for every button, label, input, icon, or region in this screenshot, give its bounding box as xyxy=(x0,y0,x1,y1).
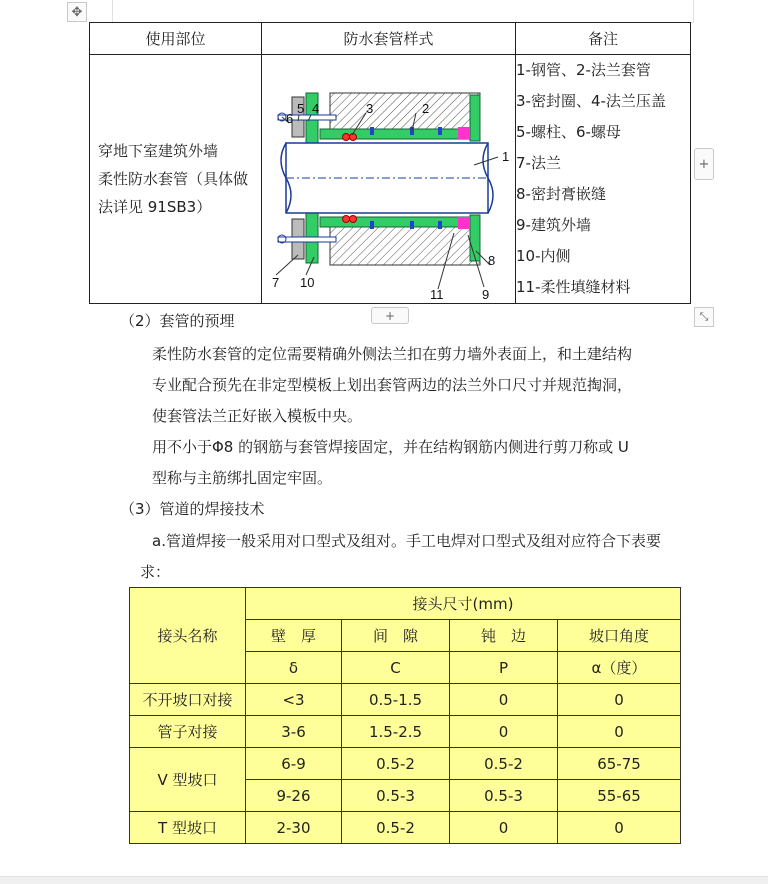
wall-bottom xyxy=(330,223,480,265)
add-row-button[interactable]: + xyxy=(371,307,409,324)
label-8: 8 xyxy=(488,253,496,268)
note-item: 9-建筑外墙 xyxy=(516,216,591,234)
cell: 0.5-3 xyxy=(450,780,558,812)
row-name: V 型坡口 xyxy=(130,748,246,812)
sub-header: 坡口角度 xyxy=(558,620,681,652)
symbol: α（度） xyxy=(558,652,681,684)
welding-table xyxy=(129,587,681,844)
cell: 9-26 xyxy=(246,780,342,812)
note-item: 10-内侧 xyxy=(516,247,571,265)
cell: 6-9 xyxy=(246,748,342,780)
cell: 0 xyxy=(450,716,558,748)
note-item: 1-钢管、2-法兰套管 xyxy=(516,61,651,79)
use-line: 法详见 91SB3） xyxy=(98,198,212,216)
table-row xyxy=(130,716,681,748)
label-7: 7 xyxy=(272,275,280,290)
label-10: 10 xyxy=(300,275,315,290)
cell: <3 xyxy=(246,684,342,716)
diagram-cell xyxy=(262,55,516,304)
note-item: 8-密封膏嵌缝 xyxy=(516,185,606,203)
paragraph-line: 专业配合预先在非定型模板上划出套管两边的法兰外口尺寸并规范掏洞， xyxy=(152,376,633,394)
note-item: 3-密封圈、4-法兰压盖 xyxy=(516,92,666,110)
use-cell xyxy=(90,55,262,304)
cell: 0 xyxy=(558,812,681,844)
bolt-bottom xyxy=(278,237,336,242)
sleeve-diagram xyxy=(262,55,515,303)
sub-header: 间 隙 xyxy=(342,620,450,652)
paragraph-line: 型称与主筋绑扎固定牢固。 xyxy=(152,469,333,487)
label-6: 6 xyxy=(286,111,294,126)
cell: 55-65 xyxy=(558,780,681,812)
table-resize-handle[interactable] xyxy=(694,307,714,327)
label-3: 3 xyxy=(366,101,374,116)
paragraph-line: 用不小于Φ8 的钢筋与套管焊接固定，并在结构钢筋内侧进行剪刀称或 U xyxy=(152,438,629,456)
row-name: 管子对接 xyxy=(130,716,246,748)
cell: 3-6 xyxy=(246,716,342,748)
header-notes: 备注 xyxy=(516,23,691,55)
flange-right-top xyxy=(470,95,480,141)
add-column-button[interactable]: + xyxy=(694,148,714,180)
page-top-border xyxy=(112,0,694,23)
table-row xyxy=(130,748,681,780)
filler-bottom xyxy=(458,217,470,229)
sub-header: 壁 厚 xyxy=(246,620,342,652)
use-line: 柔性防水套管（具体做 xyxy=(98,170,249,188)
paragraph-line: 柔性防水套管的定位需要精确外侧法兰扣在剪力墙外表面上，和土建结构 xyxy=(152,345,633,363)
cell: 65-75 xyxy=(558,748,681,780)
note-item: 7-法兰 xyxy=(516,154,561,172)
label-9: 9 xyxy=(482,287,490,302)
label-4: 4 xyxy=(312,101,320,116)
label-5: 5 xyxy=(297,101,305,116)
paragraph-line: a.管道焊接一般采用对口型式及组对。手工电焊对口型式及组对应符合下表要 xyxy=(152,532,661,550)
sleeve-table xyxy=(89,22,691,304)
header-use: 使用部位 xyxy=(90,23,262,55)
col-joint-name: 接头名称 xyxy=(130,588,246,684)
paragraph-line: 求： xyxy=(140,563,171,581)
cell: 0.5-1.5 xyxy=(342,684,450,716)
label-2: 2 xyxy=(422,101,430,116)
paragraph-line: 使套管法兰正好嵌入模板中央。 xyxy=(152,407,363,425)
label-1: 1 xyxy=(502,149,510,164)
symbol: C xyxy=(342,652,450,684)
cell: 0 xyxy=(558,716,681,748)
row-name: T 型坡口 xyxy=(130,812,246,844)
row-name: 不开坡口对接 xyxy=(130,684,246,716)
label-11: 11 xyxy=(430,287,444,302)
table-row xyxy=(130,684,681,716)
section-3-title: （3）管道的焊接技术 xyxy=(120,500,265,518)
cell: 0 xyxy=(558,684,681,716)
cell: 0 xyxy=(450,684,558,716)
header-style: 防水套管样式 xyxy=(262,23,516,55)
note-item: 5-螺柱、6-螺母 xyxy=(516,123,621,141)
move-icon: ✥ xyxy=(71,4,83,20)
use-line: 穿地下室建筑外墙 xyxy=(98,142,219,160)
symbol: δ xyxy=(246,652,342,684)
cell: 0.5-2 xyxy=(342,812,450,844)
cell: 0.5-2 xyxy=(450,748,558,780)
cell: 0.5-2 xyxy=(342,748,450,780)
notes-cell xyxy=(516,55,691,304)
symbol: P xyxy=(450,652,558,684)
table-row xyxy=(130,812,681,844)
cell: 0 xyxy=(450,812,558,844)
section-2-title: （2）套管的预埋 xyxy=(120,312,235,330)
note-item: 11-柔性填缝材料 xyxy=(516,278,631,296)
sub-header: 钝 边 xyxy=(450,620,558,652)
cell: 0.5-3 xyxy=(342,780,450,812)
filler-top xyxy=(458,127,470,139)
table-move-handle[interactable] xyxy=(67,2,87,22)
cell: 1.5-2.5 xyxy=(342,716,450,748)
cell: 2-30 xyxy=(246,812,342,844)
group-header: 接头尺寸(mm) xyxy=(246,588,681,620)
resize-icon: ⤡ xyxy=(699,310,709,323)
